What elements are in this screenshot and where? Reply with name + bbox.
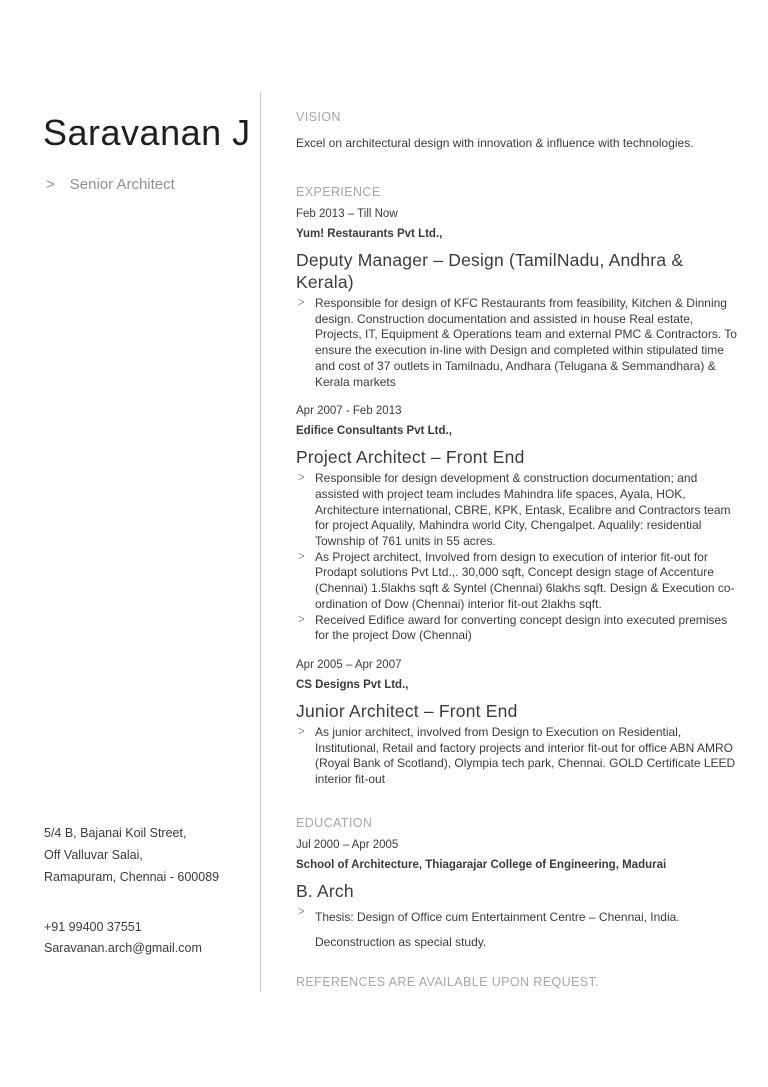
bullet-marker: > [298, 550, 305, 563]
job-bullets [296, 725, 738, 788]
bullet-marker: > [298, 725, 305, 738]
job-bullets [296, 296, 738, 390]
job-company: Yum! Restaurants Pvt Ltd., [296, 228, 443, 240]
experience-entry [296, 404, 738, 644]
experience-section [296, 185, 738, 788]
contact-block [44, 822, 219, 959]
bullet-item [296, 296, 738, 390]
references-note: REFERENCES ARE AVAILABLE UPON REQUEST. [296, 974, 600, 989]
vision-section [296, 110, 738, 151]
job-dates: Apr 2005 – Apr 2007 [296, 658, 402, 671]
education-section [296, 816, 738, 955]
education-heading: EDUCATION [296, 815, 373, 830]
education-degree: B. Arch [296, 880, 354, 901]
job-bullets [296, 471, 738, 644]
bullet-item [296, 550, 738, 613]
bullet-item [296, 725, 738, 788]
person-title [46, 176, 175, 193]
job-dates: Apr 2007 - Feb 2013 [296, 405, 402, 418]
vision-heading: VISION [296, 110, 341, 124]
job-role: Project Architect – Front End [296, 447, 525, 468]
education-dates: Jul 2000 – Apr 2005 [296, 838, 399, 851]
job-company: Edifice Consultants Pvt Ltd., [296, 425, 452, 438]
bullet-text: As junior architect, involved from Design to Execution on Residential, Institutional, Retail and factory projects and interior fit-out for office ABN AMRO (Royal Bank of Scotland), Olympia tech park, Chennai. GOLD Certificate LEED interior fit-out [315, 724, 736, 787]
experience-heading: EXPERIENCE [296, 185, 381, 199]
column-divider [260, 92, 261, 992]
job-role: Junior Architect – Front End [296, 700, 518, 721]
experience-entry [296, 658, 738, 788]
resume-body [296, 110, 738, 990]
bullet-marker: > [298, 905, 305, 918]
bullet-marker: > [298, 613, 305, 626]
bullet-marker: > [298, 472, 305, 485]
address-line-3: Ramapuram, Chennai - 600089 [44, 870, 220, 884]
job-role: Deputy Manager – Design (TamilNadu, Andhra & Kerala) [296, 250, 684, 292]
vision-text: Excel on architectural design with innovation & influence with technologies. [296, 136, 694, 150]
title-marker: > [46, 176, 55, 193]
address-line-2: Off Valluvar Salai, [44, 848, 143, 862]
job-company: CS Designs Pvt Ltd., [296, 678, 409, 691]
bullet-text: Responsible for design of KFC Restaurants from feasibility, Kitchen & Dinning design. Construction documentation and assisted in house Real estate, Projects, IT, Equipment & Operations team and external PMC & Contractors. To ensure the execution in-line with Design and completed within stipulated time and cost of 37 outlets in Tamilnadu, Andhara (Telugana & Semmandhara) & Kerala markets [315, 296, 737, 389]
job-dates: Feb 2013 – Till Now [296, 208, 398, 220]
bullet-text: Thesis: Design of Office cum Entertainment Centre – Chennai, India. Deconstruction as special study. [315, 909, 680, 949]
experience-entry [296, 207, 738, 390]
bullet-marker: > [298, 297, 305, 309]
bullet-item [296, 613, 738, 644]
bullet-text: Received Edifice award for converting concept design into executed premises for the project Dow (Chennai) [315, 612, 728, 643]
title-text: Senior Architect [69, 176, 175, 193]
address-block [44, 822, 219, 888]
education-school: School of Architecture, Thiagarajar College of Engineering, Madurai [296, 858, 667, 871]
address-line-1: 5/4 B, Bajanai Koil Street, [44, 826, 187, 840]
bullet-text: Responsible for design development & construction documentation; and assisted with project team includes Mahindra life spaces, Ayala, HOK, Architecture international, CBRE, KPK, Entask, Ecalibre and Contractors team for project Aqualily, Mahindra world City, Chengalpet. Aqualily: residential Township of 761 units in 55 acres. [315, 471, 731, 549]
bullet-item [296, 471, 738, 550]
education-bullets [296, 905, 738, 955]
email-address: Saravanan.arch@gmail.com [44, 941, 202, 955]
bullet-text: As Project architect, Involved from design to execution of interior fit-out for Prodapt solutions Pvt Ltd.,. 30,000 sqft, Concept design stage of Accenture (Chennai) 1.5lakhs sqft & Syntel (Chennai) 6lakhs sqft. Design & Execution co-ordination of Dow (Chennai) interior fit-out 2lakhs sqft. [315, 549, 735, 611]
phone-number: +91 99400 37551 [44, 920, 142, 934]
bullet-item [296, 905, 738, 955]
person-name: Saravanan J [43, 112, 251, 153]
